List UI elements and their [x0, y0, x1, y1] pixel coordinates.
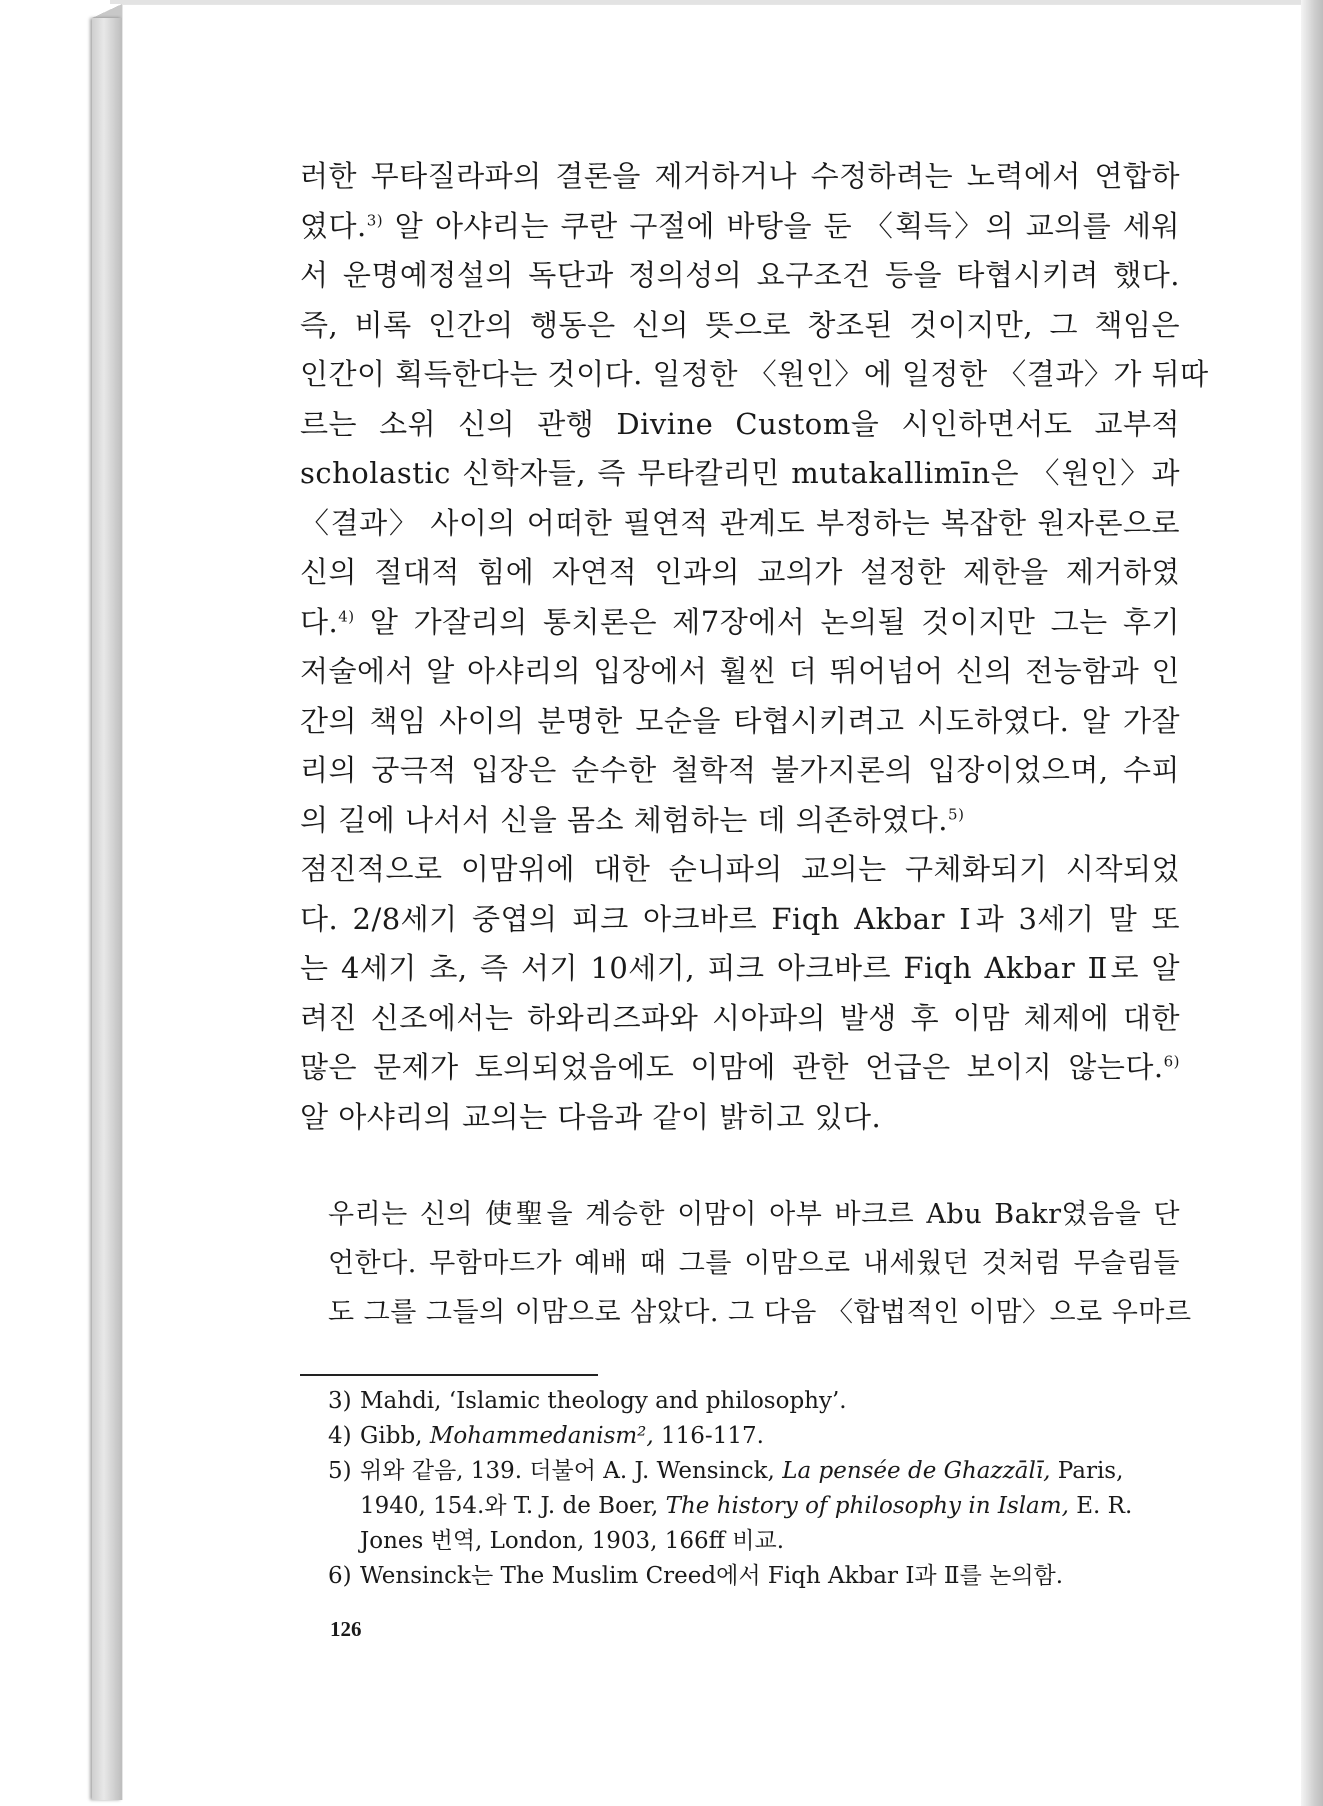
- body-line: 알 아샤리의 교의는 다음과 같이 밝히고 있다.: [300, 1099, 882, 1134]
- footnote-5: [328, 1454, 1180, 1489]
- body-line: 다.$^{4)}$ 알 가잘리의 통치론은 제7장에서 논의될 것이지만 그는 후기: [300, 604, 1180, 639]
- footnote-5-cont: [328, 1524, 1180, 1559]
- footnotes: [328, 1384, 1180, 1594]
- quote-line: 도 그를 그들의 이맘으로 삼았다. 그 다음 〈합법적인 이맘〉으로 우마르: [328, 1297, 1192, 1328]
- footnote-text: 1940, 154.와 T. J. de Boer,: [360, 1493, 666, 1519]
- footnote-text: Mahdi, ‘Islamic theology and philosophy’.: [360, 1388, 847, 1414]
- body-line: 의 길에 나서서 신을 몸소 체험하는 데 의존하였다.$^{5)}$: [300, 802, 965, 837]
- page-number: 126: [330, 1617, 362, 1641]
- footnote-4: [328, 1419, 1180, 1454]
- footnote-ref: 6): [1163, 1052, 1180, 1071]
- body-line: 다. 2/8세기 중엽의 피크 아크바르 Fiqh Akbar Ⅰ과 3세기 말 또: [300, 901, 1180, 936]
- body-line: 려진 신조에서는 하와리즈파와 시아파의 발생 후 이맘 체제에 대한: [300, 1000, 1180, 1035]
- footnote-number: 6): [328, 1563, 352, 1589]
- quote-line: 언한다. 무함마드가 예배 때 그를 이맘으로 내세웠던 것처럼 무슬림들: [328, 1248, 1180, 1279]
- book-right-edge: [1301, 0, 1323, 1806]
- body-line: 즉, 비록 인간의 행동은 신의 뜻으로 창조된 것이지만, 그 책임은: [300, 307, 1180, 342]
- footnote-text: Gibb,: [360, 1423, 430, 1449]
- footnote-title: La pensée de Ghazzālī,: [782, 1458, 1051, 1484]
- footnote-text: E. R.: [1068, 1493, 1133, 1519]
- body-line: 서 운명예정설의 독단과 정의성의 요구조건 등을 타협시키려 했다.: [300, 258, 1180, 292]
- footnote-5-cont: [328, 1489, 1180, 1524]
- body-line: 점진적으로 이맘위에 대한 순니파의 교의는 구체화되기 시작되었: [300, 852, 1180, 886]
- body-line: 〈결과〉 사이의 어떠한 필연적 관계도 부정하는 복잡한 원자론으로: [300, 505, 1180, 540]
- quote-line: 우리는 신의 使聖을 계승한 이맘이 아부 바크르 Abu Bakr였음을 단: [328, 1199, 1180, 1230]
- body-line: 였다.$^{3)}$ 알 아샤리는 쿠란 구절에 바탕을 둔 〈획득〉의 교의를 세워: [300, 208, 1180, 243]
- body-line: 신의 절대적 힘에 자연적 인과의 교의가 설정한 제한을 제거하였: [300, 555, 1180, 589]
- body-line: 르는 소위 신의 관행 Divine Custom을 시인하면서도 교부적: [300, 406, 1180, 441]
- footnote-number: 5): [328, 1458, 352, 1484]
- footnote-text: Wensinck는 The Muslim Creed에서 Fiqh Akbar Ⅰ과 Ⅱ를 논의함.: [360, 1563, 1064, 1589]
- body-line: 저술에서 알 아샤리의 입장에서 훨씬 더 뛰어넘어 신의 전능함과 인: [300, 654, 1180, 688]
- book-spine-edge: [92, 18, 122, 1800]
- footnote-3: [328, 1384, 1180, 1419]
- footnote-ref: 5): [948, 804, 965, 823]
- footnote-number: 4): [328, 1423, 352, 1449]
- footnote-number: 3): [328, 1388, 352, 1414]
- footnote-ref: 4): [338, 606, 355, 625]
- footnote-text: Paris,: [1050, 1458, 1124, 1484]
- body-text: [300, 152, 1209, 1142]
- block-quote: [328, 1190, 1192, 1337]
- footnote-text: Jones 번역, London, 1903, 166ff 비교.: [360, 1528, 785, 1554]
- body-line: 러한 무타질라파의 결론을 제거하거나 수정하려는 노력에서 연합하: [300, 159, 1180, 193]
- body-line: scholastic 신학자들, 즉 무타칼리민 mutakallimīn은 〈원인〉과: [300, 456, 1180, 490]
- footnote-title: The history of philosophy in Islam,: [665, 1493, 1069, 1519]
- body-line: 인간이 획득한다는 것이다. 일정한 〈원인〉에 일정한 〈결과〉가 뒤따: [300, 357, 1209, 391]
- body-line: 는 4세기 초, 즉 서기 10세기, 피크 아크바르 Fiqh Akbar Ⅱ로 알: [300, 951, 1180, 985]
- footnote-6: [328, 1559, 1180, 1594]
- footnote-text: 위와 같음, 139. 더불어 A. J. Wensinck,: [360, 1458, 783, 1484]
- footnote-text: 116-117.: [661, 1423, 764, 1449]
- body-line: 리의 궁극적 입장은 순수한 철학적 불가지론의 입장이었으며, 수피: [300, 753, 1180, 787]
- footnote-title: Mohammedanism²,: [429, 1423, 662, 1449]
- book-corner: [92, 4, 122, 18]
- body-line: 많은 문제가 토의되었음에도 이맘에 관한 언급은 보이지 않는다.$^{6)}$: [300, 1050, 1180, 1084]
- footnote-ref: 3): [366, 210, 384, 229]
- footnote-separator: [300, 1374, 598, 1376]
- body-line: 간의 책임 사이의 분명한 모순을 타협시키려고 시도하였다. 알 가잘: [300, 703, 1180, 738]
